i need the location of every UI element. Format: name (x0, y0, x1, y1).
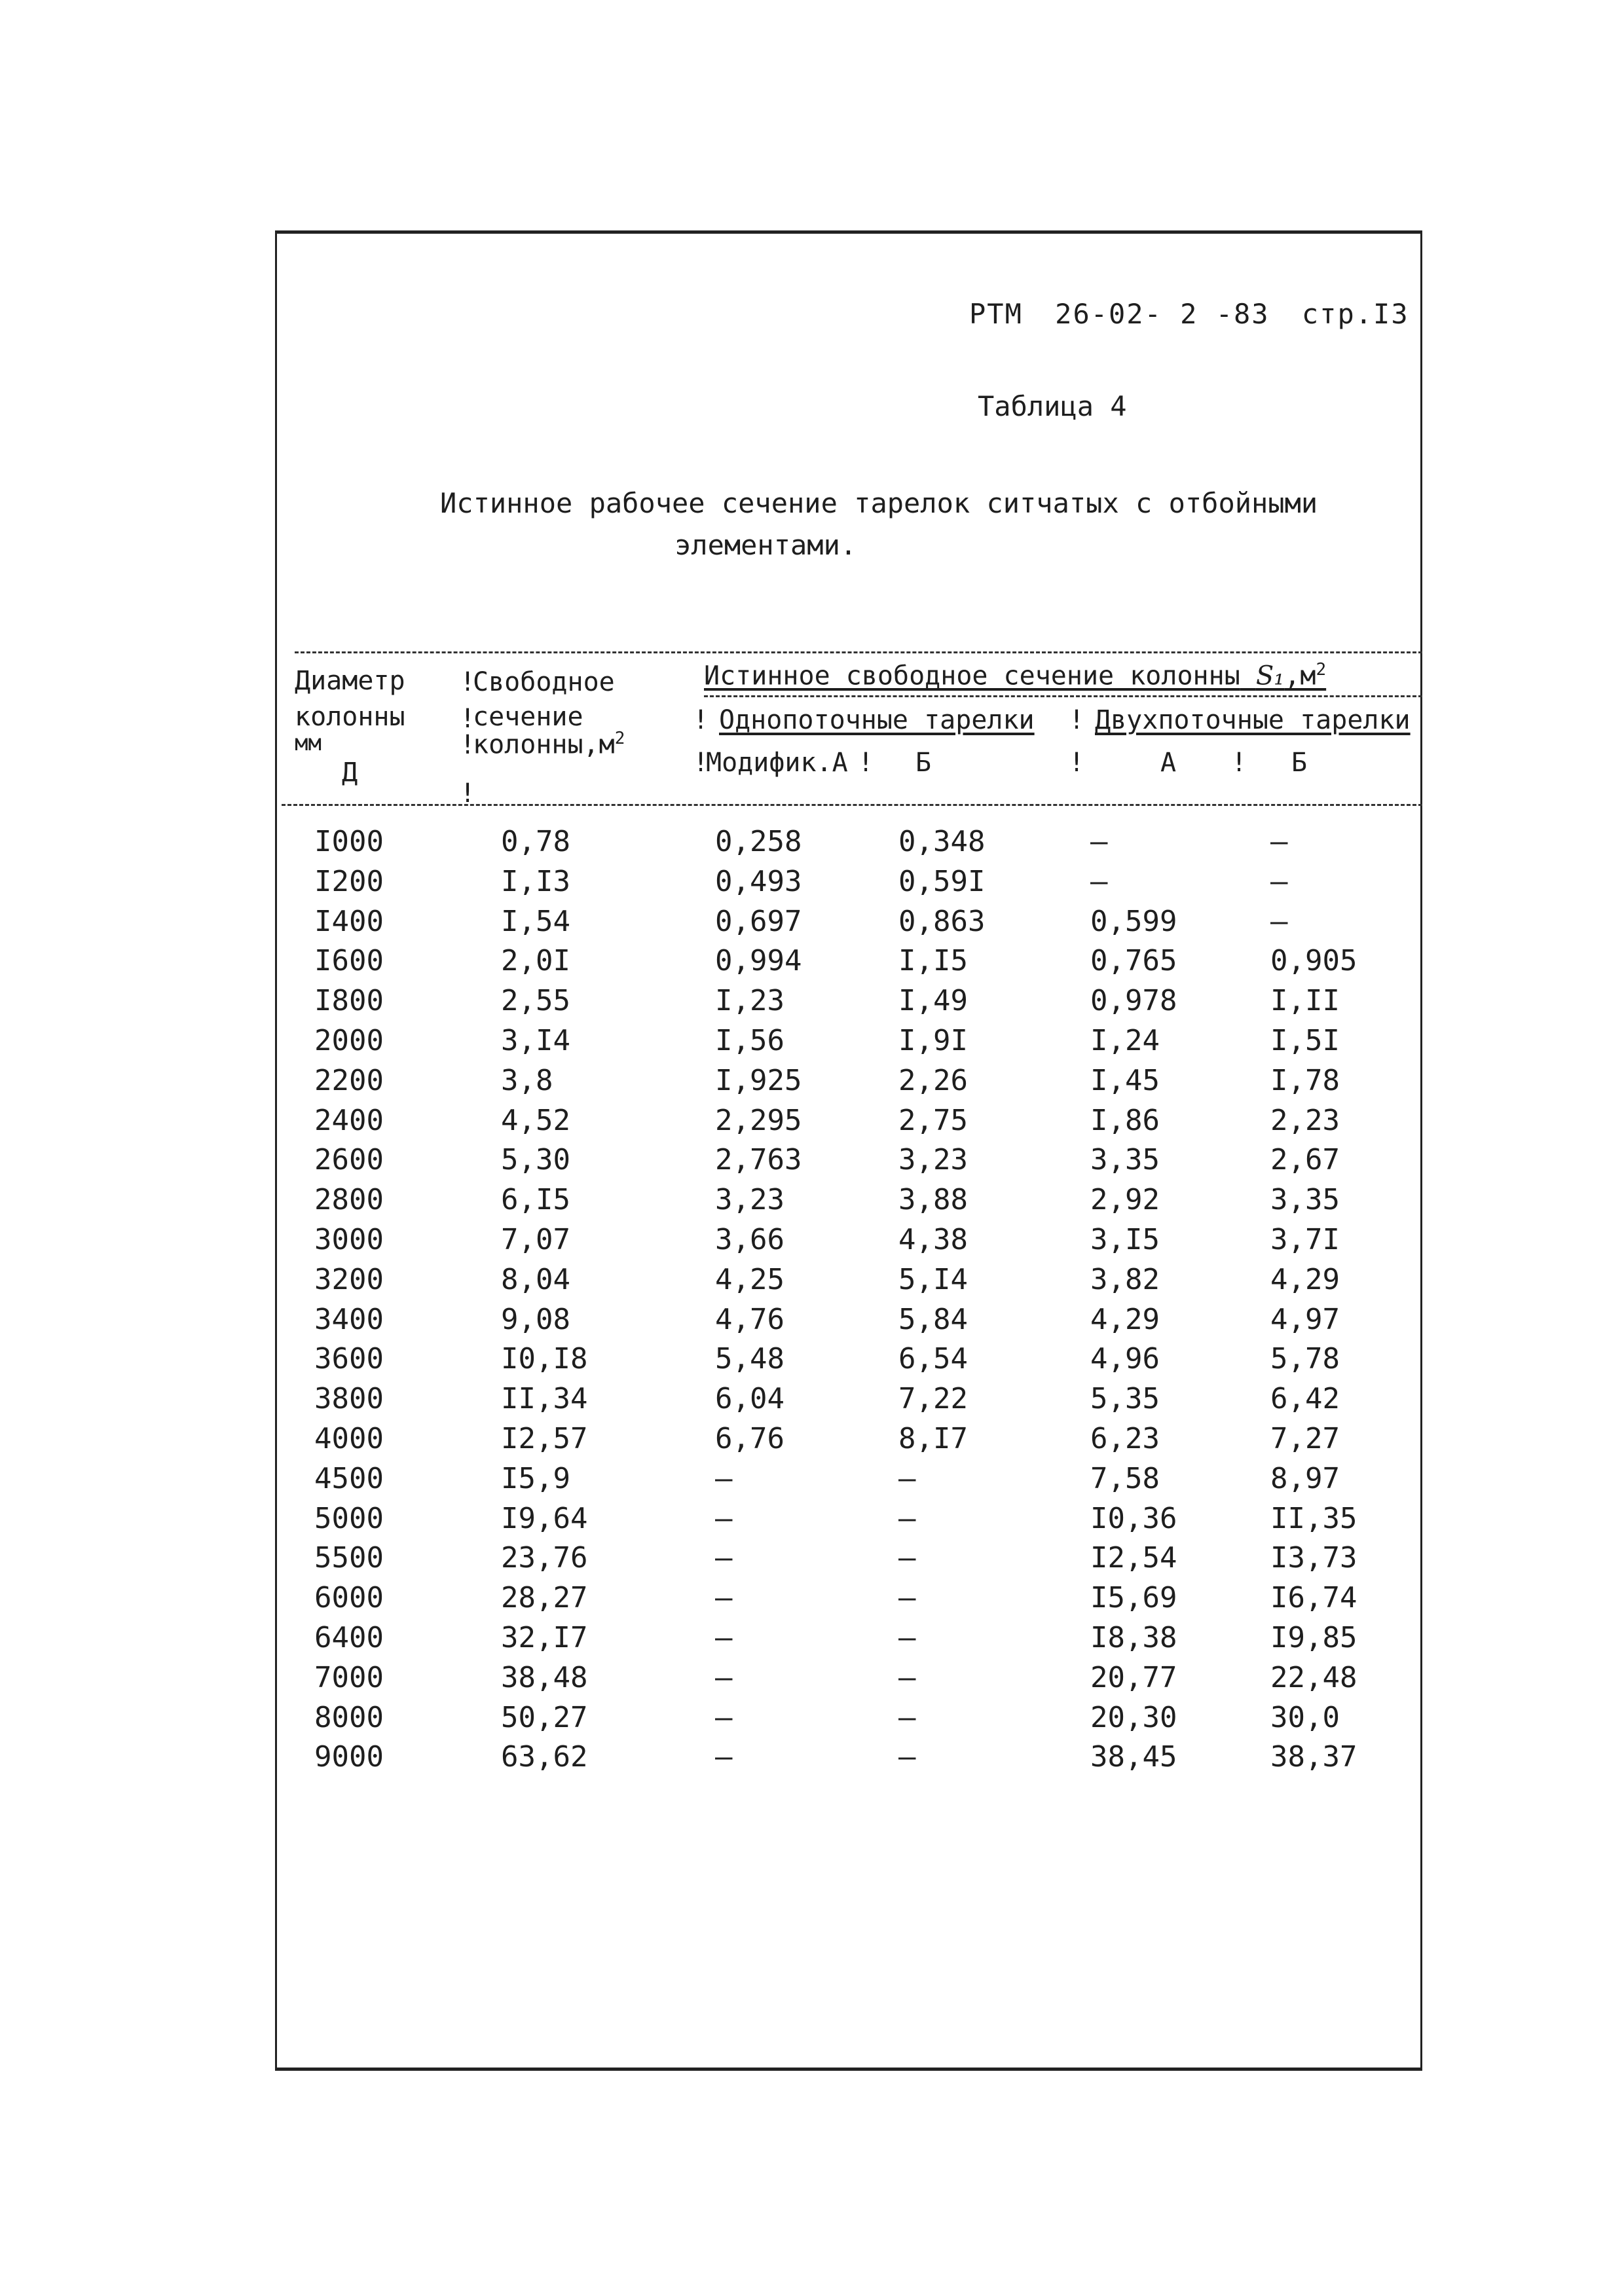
single-a-cell: – (715, 1621, 733, 1654)
double-b-cell: I,78 (1270, 1063, 1340, 1097)
diameter-cell: 3600 (314, 1342, 384, 1376)
col-single-flow: Однопоточные тарелки (719, 705, 1035, 735)
col-diameter-line-2: колонны (295, 702, 405, 732)
table-row (275, 1064, 1422, 1104)
single-b-cell: 0,348 (898, 825, 986, 858)
double-a-cell: – (1090, 864, 1108, 898)
col-separator: ! (460, 667, 476, 697)
col-double-a: А (1160, 748, 1177, 778)
single-a-cell: 5,48 (715, 1342, 784, 1376)
double-a-cell: 3,35 (1090, 1143, 1160, 1177)
table-row (275, 1303, 1422, 1343)
col-double-flow: Двухпоточные тарелки (1095, 705, 1411, 735)
single-a-cell: 4,25 (715, 1262, 784, 1296)
single-a-cell: 3,23 (715, 1183, 784, 1217)
diameter-cell: 2800 (314, 1183, 384, 1217)
single-a-cell: 3,66 (715, 1223, 784, 1256)
double-b-cell: – (1270, 825, 1288, 858)
single-b-cell: 6,54 (898, 1342, 968, 1376)
single-a-cell: 4,76 (715, 1302, 784, 1336)
free-section-cell: 4,52 (501, 1103, 570, 1137)
table-row (275, 1263, 1422, 1303)
table-row (275, 1740, 1422, 1780)
table-row (275, 1143, 1422, 1183)
double-a-cell: 2,92 (1090, 1183, 1160, 1217)
double-a-cell: I2,54 (1090, 1541, 1177, 1575)
single-b-cell: 3,23 (898, 1143, 968, 1177)
double-b-cell: 7,27 (1270, 1422, 1340, 1455)
free-section-cell: 0,78 (501, 825, 570, 858)
document-header (969, 298, 1424, 330)
diameter-cell: 6000 (314, 1581, 384, 1615)
single-a-cell: – (715, 1700, 733, 1734)
free-section-cell: I,54 (501, 904, 570, 938)
free-section-cell: 9,08 (501, 1302, 570, 1336)
table-row (275, 1701, 1422, 1741)
free-section-cell: 28,27 (501, 1581, 588, 1615)
double-a-cell: 0,765 (1090, 944, 1177, 978)
table-row (275, 1183, 1422, 1223)
free-section-cell: II,34 (501, 1382, 588, 1416)
col-separator: ! (460, 730, 476, 760)
table-row (275, 1581, 1422, 1621)
table-row (275, 825, 1422, 865)
double-a-cell: 6,23 (1090, 1422, 1160, 1455)
table-row (275, 1024, 1422, 1064)
single-b-cell: 5,I4 (898, 1262, 968, 1296)
col-separator: ! (1231, 748, 1247, 778)
free-section-cell: I,I3 (501, 864, 570, 898)
double-b-cell: – (1270, 904, 1288, 938)
single-b-cell: – (898, 1461, 916, 1495)
single-b-cell: – (898, 1740, 916, 1774)
single-a-cell: 0,994 (715, 944, 802, 978)
doc-number: 26-02- 2 -83 (1055, 298, 1270, 330)
single-a-cell: – (715, 1581, 733, 1615)
col-free-line-3: $колонны,м^2$ (473, 729, 625, 760)
table-row (275, 1223, 1422, 1263)
table-row (275, 1661, 1422, 1701)
free-section-cell: 7,07 (501, 1223, 570, 1256)
diameter-cell: 2000 (314, 1024, 384, 1057)
free-section-cell: 3,I4 (501, 1024, 570, 1057)
double-a-cell: 20,30 (1090, 1700, 1177, 1734)
double-b-cell: – (1270, 864, 1288, 898)
single-a-cell: I,56 (715, 1024, 784, 1057)
col-separator: ! (693, 705, 709, 735)
single-a-cell: 2,763 (715, 1143, 802, 1177)
single-a-cell: – (715, 1461, 733, 1495)
free-section-cell: 8,04 (501, 1262, 570, 1296)
col-separator: ! (1069, 748, 1085, 778)
free-section-cell: 6,I5 (501, 1183, 570, 1217)
table-row (275, 1342, 1422, 1382)
diameter-cell: 2200 (314, 1063, 384, 1097)
table-row (275, 905, 1422, 945)
single-a-cell: 0,493 (715, 864, 802, 898)
single-b-cell: 2,75 (898, 1103, 968, 1137)
diameter-cell: 6400 (314, 1621, 384, 1654)
free-section-cell: 50,27 (501, 1700, 588, 1734)
double-b-cell: I9,85 (1270, 1621, 1357, 1654)
double-a-cell: I,24 (1090, 1024, 1160, 1057)
double-b-cell: 2,23 (1270, 1103, 1340, 1137)
double-b-cell: 4,29 (1270, 1262, 1340, 1296)
table-row (275, 984, 1422, 1024)
double-b-cell: 0,905 (1270, 944, 1357, 978)
col-separator: ! (858, 748, 874, 778)
unit-exponent: 2 (1316, 660, 1327, 680)
diameter-cell: I000 (314, 825, 384, 858)
table-row (275, 1502, 1422, 1542)
diameter-cell: 3000 (314, 1223, 384, 1256)
single-b-cell: – (898, 1581, 916, 1615)
single-a-cell: – (715, 1660, 733, 1694)
diameter-cell: 5500 (314, 1541, 384, 1575)
free-section-cell: I9,64 (501, 1501, 588, 1535)
double-b-cell: 22,48 (1270, 1660, 1357, 1694)
table-row (275, 1462, 1422, 1502)
doc-code: РТМ (969, 298, 1023, 330)
col-separator: ! (1069, 705, 1085, 735)
free-section-cell: I2,57 (501, 1422, 588, 1455)
single-b-cell: 8,I7 (898, 1422, 968, 1455)
diameter-cell: I200 (314, 864, 384, 898)
table-row (275, 1382, 1422, 1422)
diameter-cell: I800 (314, 984, 384, 1018)
single-a-cell: – (715, 1501, 733, 1535)
col-separator: ! (693, 748, 709, 778)
double-a-cell: 3,82 (1090, 1262, 1160, 1296)
symbol-s1: S₁ (1255, 661, 1285, 691)
single-b-cell: I,I5 (898, 944, 968, 978)
free-section-cell: 5,30 (501, 1143, 570, 1177)
col-single-b: Б (915, 748, 932, 778)
caption-line-2: элементами. (674, 529, 857, 561)
col-free-line-1: Свободное (473, 667, 615, 697)
diameter-cell: 8000 (314, 1700, 384, 1734)
free-section-cell: 32,I7 (501, 1621, 588, 1654)
table-row (275, 1541, 1422, 1581)
single-a-cell: 6,04 (715, 1382, 784, 1416)
single-a-cell: – (715, 1740, 733, 1774)
header-bottom-rule (282, 804, 1422, 806)
table-row (275, 1422, 1422, 1462)
diameter-cell: 3200 (314, 1262, 384, 1296)
single-b-cell: I,49 (898, 984, 968, 1018)
free-section-cell: 63,62 (501, 1740, 588, 1774)
double-a-cell: 0,978 (1090, 984, 1177, 1018)
double-b-cell: 6,42 (1270, 1382, 1340, 1416)
double-b-cell: 5,78 (1270, 1342, 1340, 1376)
diameter-cell: 4500 (314, 1461, 384, 1495)
col-free-line-2: сечение (473, 702, 583, 732)
free-section-cell: 2,55 (501, 984, 570, 1018)
double-a-cell: 20,77 (1090, 1660, 1177, 1694)
double-b-cell: I,II (1270, 984, 1340, 1018)
single-b-cell: – (898, 1660, 916, 1694)
diameter-cell: 9000 (314, 1740, 384, 1774)
double-a-cell: 0,599 (1090, 904, 1177, 938)
single-b-cell: 3,88 (898, 1183, 968, 1217)
double-a-cell: 4,96 (1090, 1342, 1160, 1376)
free-section-cell: 38,48 (501, 1660, 588, 1694)
double-b-cell: 8,97 (1270, 1461, 1340, 1495)
double-a-cell: I,86 (1090, 1103, 1160, 1137)
diameter-cell: 3800 (314, 1382, 384, 1416)
double-a-cell: 3,I5 (1090, 1223, 1160, 1256)
single-b-cell: 2,26 (898, 1063, 968, 1097)
double-b-cell: 3,7I (1270, 1223, 1340, 1256)
diameter-cell: 2600 (314, 1143, 384, 1177)
diameter-cell: 5000 (314, 1501, 384, 1535)
single-a-cell: I,23 (715, 984, 784, 1018)
double-a-cell: I5,69 (1090, 1581, 1177, 1615)
double-a-cell: 7,58 (1090, 1461, 1160, 1495)
double-a-cell: I8,38 (1090, 1621, 1177, 1654)
single-b-cell: – (898, 1700, 916, 1734)
unit-exponent: 2 (614, 729, 625, 748)
double-b-cell: 4,97 (1270, 1302, 1340, 1336)
col-diameter-line-1: Диаметр (295, 666, 405, 696)
header-mid-rule (704, 695, 1422, 697)
table-row (275, 944, 1422, 984)
double-b-cell: 2,67 (1270, 1143, 1340, 1177)
table-row (275, 1621, 1422, 1661)
double-a-cell: 38,45 (1090, 1740, 1177, 1774)
free-section-cell: I0,I8 (501, 1342, 588, 1376)
page-number: стр.I3 (1301, 298, 1409, 330)
single-a-cell: I,925 (715, 1063, 802, 1097)
col-separator: ! (460, 704, 476, 734)
caption-line-1: Истинное рабочее сечение тарелок ситчатых с отбойными (440, 487, 1318, 519)
double-b-cell: I,5I (1270, 1024, 1340, 1057)
single-b-cell: – (898, 1621, 916, 1654)
col-diameter-unit: мм (295, 730, 322, 756)
col-separator: ! (460, 778, 476, 809)
col-true-section: Истинное свободное сечение колонны $S_1,м^2$ (704, 660, 1327, 691)
free-section-cell: 3,8 (501, 1063, 553, 1097)
table-row (275, 1104, 1422, 1144)
double-a-cell: 4,29 (1090, 1302, 1160, 1336)
double-b-cell: 30,0 (1270, 1700, 1340, 1734)
single-a-cell: – (715, 1541, 733, 1575)
single-a-cell: 0,258 (715, 825, 802, 858)
single-b-cell: 5,84 (898, 1302, 968, 1336)
double-a-cell: I0,36 (1090, 1501, 1177, 1535)
diameter-cell: 2400 (314, 1103, 384, 1137)
single-a-cell: 6,76 (715, 1422, 784, 1455)
free-section-cell: I5,9 (501, 1461, 570, 1495)
single-b-cell: I,9I (898, 1024, 968, 1057)
single-b-cell: 4,38 (898, 1223, 968, 1256)
single-b-cell: 0,863 (898, 904, 986, 938)
single-b-cell: – (898, 1541, 916, 1575)
col-diameter-symbol: Д (342, 757, 358, 788)
table-label: Таблица 4 (978, 390, 1127, 422)
table-row (275, 865, 1422, 905)
diameter-cell: 3400 (314, 1302, 384, 1336)
col-double-b: Б (1291, 748, 1308, 778)
double-b-cell: I6,74 (1270, 1581, 1357, 1615)
double-a-cell: 5,35 (1090, 1382, 1160, 1416)
double-b-cell: 3,35 (1270, 1183, 1340, 1217)
single-b-cell: 7,22 (898, 1382, 968, 1416)
double-b-cell: II,35 (1270, 1501, 1357, 1535)
col-single-a: Модифик.А (706, 748, 848, 778)
diameter-cell: I600 (314, 944, 384, 978)
single-b-cell: 0,59I (898, 864, 986, 898)
header-top-rule (295, 651, 1422, 653)
diameter-cell: 7000 (314, 1660, 384, 1694)
double-a-cell: I,45 (1090, 1063, 1160, 1097)
single-a-cell: 2,295 (715, 1103, 802, 1137)
diameter-cell: 4000 (314, 1422, 384, 1455)
free-section-cell: 2,0I (501, 944, 570, 978)
single-a-cell: 0,697 (715, 904, 802, 938)
diameter-cell: I400 (314, 904, 384, 938)
single-b-cell: – (898, 1501, 916, 1535)
double-b-cell: 38,37 (1270, 1740, 1357, 1774)
double-b-cell: I3,73 (1270, 1541, 1357, 1575)
free-section-cell: 23,76 (501, 1541, 588, 1575)
double-a-cell: – (1090, 825, 1108, 858)
